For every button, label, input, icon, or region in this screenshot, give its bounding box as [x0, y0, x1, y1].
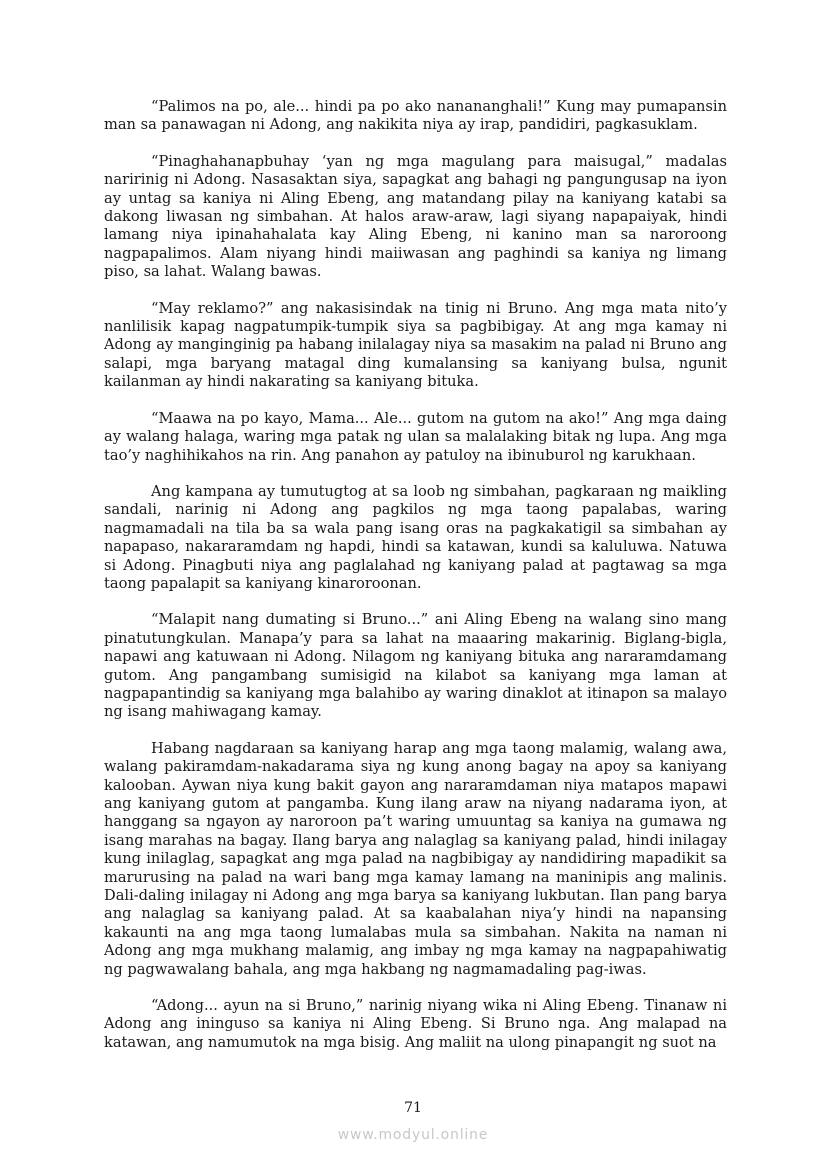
paragraph-1: “Palimos na po, ale... hindi pa po ako nanananghali!” Kung may pumapansin man sa panawagan ni Adong, ang nakikita niya ay irap, pandidiri, pagkasuklam. [104, 98, 727, 134]
paragraph-7: Habang nagdaraan sa kaniyang harap ang mga taong malamig, walang awa, walang pakiramdam-nakadarama siya ng kung anong bagay na apoy sa kaniyang kalooban. Aywan niya kung bakit gayon ang nararamdaman niya matapos mapawi ang kaniyang gutom at pangamba. Kung ilang araw na niyang nadarama iyon, at hanggang sa ngayon ay naroroon pa’t waring umuuntag sa kaniya na gumawa ng isang marahas na bagay. Ilang barya ang nalaglag sa kaniyang palad, hindi inilagay kung inilaglag, sapagkat ang mga palad na nagbibigay ay nandidiring mapadikit sa marurusing na palad na wari bang mga kamay lamang na maninipis ang malinis. Dali-daling inilagay ni Adong ang mga barya sa kaniyang lukbutan. Ilan pang barya ang nalaglag sa kaniyang palad. At sa kaabalahan niya’y hindi na napansing kakaunti na ang mga taong lumalabas mula sa simbahan. Nakita na naman ni Adong ang mga mukhang malamig, ang imbay ng mga kamay na nagpapahiwatig ng pagwawalang bahala, ang mga hakbang ng nagmamadaling pag-iwas. [104, 739, 727, 978]
paragraph-8: “Adong... ayun na si Bruno,” narinig niyang wika ni Aling Ebeng. Tinanaw ni Adong ang ininguso sa kaniya ni Aling Ebeng. Si Bruno nga. Ang malapad na katawan, ang namumutok na mga bisig. Ang maliit na ulong pinapangit ng suot na [104, 997, 727, 1051]
watermark: www.modyul.online [337, 1127, 489, 1143]
paragraph-3: “May reklamo?” ang nakasisindak na tinig ni Bruno. Ang mga mata nito’y nanlilisik kapag nagpatumpik-tumpik siya sa pagbibigay. At ang mga kamay ni Adong ay manginginig pa habang inilalagay niya sa masakim na palad ni Bruno ang salapi, mga baryang matagal ding kumalansing sa kaniyang bulsa, ngunit kailanman ay hindi nakarating sa kaniyang bituka. [104, 299, 727, 391]
paragraph-6: “Malapit nang dumating si Bruno...” ani Aling Ebeng na walang sino mang pinatutungkulan. Manapa’y para sa lahat na maaaring makarinig. Biglang-bigla, napawi ang katuwaan ni Adong. Nilagom ng kaniyang bituka ang nararamdamang gutom. Ang pangambang sumisigid na kilabot sa kaniyang mga laman at nagpapantindig sa kaniyang mga balahibo ay waring dinaklot at itinapon sa malayo ng isang mahiwagang kamay. [104, 611, 727, 721]
page-number: 71 [404, 1100, 422, 1116]
paragraph-2: “Pinaghahanapbuhay ‘yan ng mga magulang para maisugal,” madalas naririnig ni Adong. Nasasaktan siya, sapagkat ang bahagi ng pangungusap na iyon ay untag sa kaniya ni Aling Ebeng, ang matandang pilay na kaniyang katabi sa dakong liwasan ng simbahan. At halos araw-araw, lagi siyang napapaiyak, hindi lamang niya ipinahahalata kay Aling Ebeng, ni kanino man sa naroroong nagpapalimos. Alam niyang hindi maiiwasan ang paghindi sa kaniya ng limang piso, sa lahat. Walang bawas. [104, 152, 727, 281]
paragraph-4: “Maawa na po kayo, Mama... Ale... gutom na gutom na ako!” Ang mga daing ay walang halaga, waring mga patak ng ulan sa malalaking bitak ng lupa. Ang mga tao’y naghihikahos na rin. Ang panahon ay patuloy na ibinuburol ng karukhaan. [104, 409, 727, 464]
document-body [104, 98, 727, 1070]
paragraph-5: Ang kampana ay tumutugtog at sa loob ng simbahan, pagkaraan ng maikling sandali, narinig ni Adong ang pagkilos ng mga taong papalabas, waring nagmamadali na tila ba sa wala pang isang oras na pagkakatigil sa simbahan ay napapaso, nakararamdam ng hapdi, hindi sa katawan, kundi sa kaluluwa. Natuwa si Adong. Pinagbuti niya ang paglalahad ng kaniyang palad at pagtawag sa mga taong papalapit sa kaniyang kinaroroonan. [104, 482, 727, 592]
